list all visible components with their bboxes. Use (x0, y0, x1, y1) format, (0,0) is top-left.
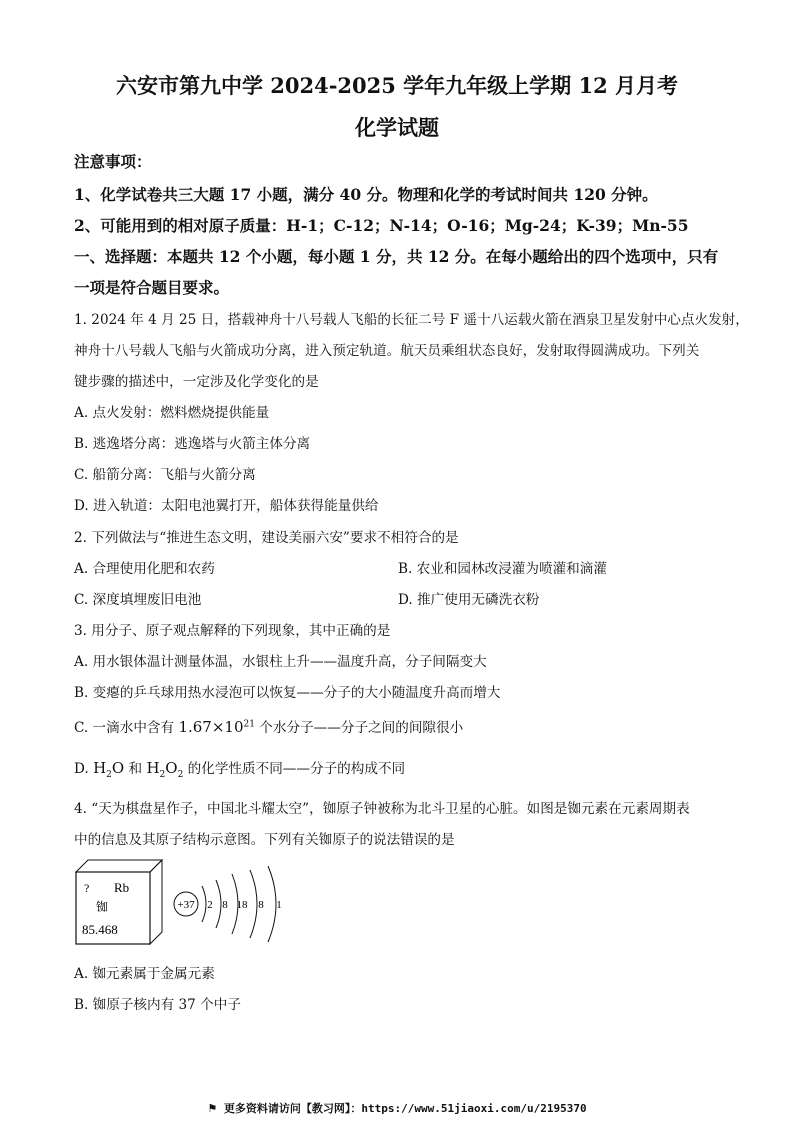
q3-option-b: B. 变瘪的乒乓球用热水浸泡可以恢复——分子的大小随温度升高而增大 (74, 685, 501, 701)
q2-stem: 2. 下列做法与“推进生态文明，建设美丽六安”要求不相符合的是 (74, 530, 459, 546)
shell-electrons-2: 8 (222, 899, 228, 911)
q3-option-a: A. 用水银体温计测量体温，水银柱上升——温度升高，分子间隔变大 (74, 654, 487, 670)
q3-c-suffix: 个水分子——分子之间的间隙很小 (254, 720, 464, 736)
q3-c-prefix: C. 一滴水中含有 (74, 720, 179, 736)
q2-option-a: A. 合理使用化肥和农药 (74, 561, 215, 577)
q3-d-and: 和 (124, 761, 147, 777)
shell-arc-1 (202, 886, 206, 922)
q1-option-a: A. 点火发射：燃料燃烧提供能量 (74, 405, 270, 421)
q3-d-prefix: D. (74, 761, 94, 777)
shell-electrons-4: 8 (258, 899, 264, 911)
formula-h2o2 (146, 759, 184, 780)
q4-option-b: B. 铷原子核内有 37 个中子 (74, 997, 241, 1013)
q3-option-d (74, 757, 405, 780)
shell-arc-2 (216, 880, 221, 928)
q1-option-c: C. 船箭分离：飞船与火箭分离 (74, 467, 256, 483)
exam-subtitle: 化学试题 (355, 115, 439, 140)
h2o-o: O (111, 759, 125, 777)
shell-electrons-3: 18 (236, 899, 248, 911)
q4-stem-line-1: 4. “天为棋盘星作子，中国北斗耀太空”，铷原子钟被称为北斗卫星的心脏。如图是铷元素在元素周期表 (74, 801, 690, 817)
h2o2-h: H (146, 759, 160, 777)
q2-option-b: B. 农业和园林改浸灌为喷灌和滴灌 (398, 561, 607, 577)
q3-stem: 3. 用分子、原子观点解释的下列现象，其中正确的是 (74, 623, 391, 639)
q1-option-d: D. 进入轨道：太阳电池翼打开，船体获得能量供给 (74, 498, 379, 514)
q2-option-d: D. 推广使用无磷洗衣粉 (398, 592, 540, 608)
q3-d-suffix: 的化学性质不同——分子的构成不同 (183, 761, 406, 777)
shell-electrons-1: 2 (207, 899, 213, 911)
exam-title: 六安市第九中学 2024-2025 学年九年级上学期 12 月月考 (115, 73, 679, 98)
atomic-mass: 85.468 (82, 922, 118, 937)
rubidium-figure (74, 858, 304, 948)
footer-link[interactable] (0, 1100, 794, 1116)
q2-option-c: C. 深度填埋废旧电池 (74, 592, 202, 608)
q1-option-b: B. 逃逸塔分离：逃逸塔与火箭主体分离 (74, 436, 311, 452)
atomic-number-unknown: ? (84, 881, 90, 895)
shell-arc-5 (268, 866, 276, 942)
footer-text: 更多资料请访问【教习网】：https://www.51jiaoxi.com/u/2195370 (217, 1102, 587, 1115)
periodic-table-cell (76, 860, 162, 944)
element-symbol: Rb (114, 880, 130, 895)
shell-arc-4 (250, 870, 257, 938)
q4-stem-line-2: 中的信息及其原子结构示意图。下列有关铷原子的说法错误的是 (74, 832, 455, 848)
shell-electrons-5: 1 (276, 899, 282, 911)
h2o-h: H (93, 759, 107, 777)
h2o2-sub-2: 2 (177, 770, 184, 780)
flag-icon: ⚑ (207, 1102, 218, 1115)
section-1-line-2: 一项是符合题目要求。 (74, 278, 230, 297)
h2o2-sub-1: 2 (159, 770, 166, 780)
q3-option-c (74, 716, 463, 736)
section-1-line-1: 一、选择题：本题共 12 个小题，每小题 1 分，共 12 分。在每小题给出的四个选项中，只有 (74, 247, 719, 266)
h2o2-o: O (165, 759, 178, 777)
q1-stem-line-1: 1. 2024 年 4 月 25 日，搭载神舟十八号载人飞船的长征二号 F 遥十八运载火箭在酒泉卫星发射中心点火发射， (74, 312, 749, 328)
element-name: 铷 (96, 900, 109, 914)
q1-stem-line-3: 键步骤的描述中，一定涉及化学变化的是 (74, 374, 319, 390)
atomic-structure-diagram (174, 866, 282, 942)
q3-c-number: 1.67×10 (178, 718, 244, 736)
h2o-sub: 2 (106, 770, 112, 780)
q1-stem-line-2: 神舟十八号载人飞船与火箭成功分离，进入预定轨道。航天员乘组状态良好，发射取得圆满成功。下列关 (74, 343, 700, 359)
q4-option-a: A. 铷元素属于金属元素 (74, 966, 215, 982)
notes-heading: 注意事项： (74, 152, 152, 171)
formula-h2o (93, 759, 125, 780)
q3-c-exponent: 21 (243, 719, 255, 730)
nucleus-charge: +37 (177, 899, 195, 911)
note-1: 1、化学试卷共三大题 17 小题，满分 40 分。物理和化学的考试时间共 120 分钟。 (74, 185, 658, 204)
note-2: 2、可能用到的相对原子质量：H-1；C-12；N-14；O-16；Mg-24；K-39；Mn-55 (74, 216, 689, 235)
